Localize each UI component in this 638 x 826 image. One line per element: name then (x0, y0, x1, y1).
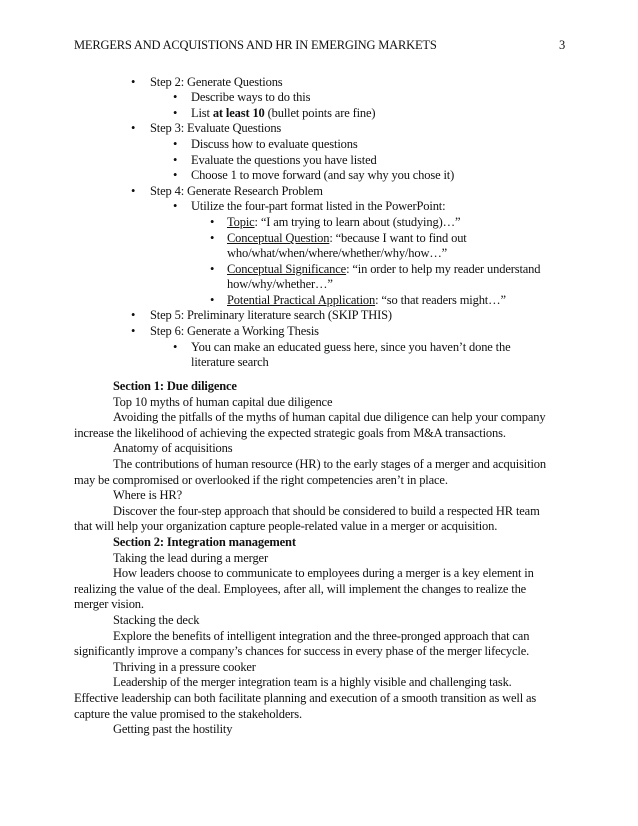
list-item: • You can make an educated guess here, since you haven’t done the (173, 340, 511, 354)
paragraph-line: Where is HR? (113, 488, 183, 502)
page-number: 3 (558, 38, 565, 52)
bullet-icon: • (173, 90, 178, 104)
list-item-continuation: how/why/whether…” (227, 277, 333, 291)
bullet-icon: • (173, 106, 178, 120)
paragraph-line: Explore the benefits of intelligent integration and the three-pronged approach that can (113, 629, 530, 643)
section-2-heading: Section 2: Integration management (113, 535, 296, 549)
list-item: • List at least 10 (bullet points are fine) (173, 106, 376, 120)
paragraph-line: Discover the four-step approach that should be considered to build a respected HR team (113, 504, 540, 518)
paragraph-line: realizing the value of the deal. Employees, after all, will implement the changes to realize the (74, 582, 527, 596)
running-header (74, 38, 565, 53)
paragraph-line: Taking the lead during a merger (113, 551, 268, 565)
paragraph-line: Getting past the hostility (113, 722, 233, 736)
list-item: • Step 6: Generate a Working Thesis (131, 324, 319, 338)
paragraph-line: that will help your organization capture people-related value in a merger or acquisition. (74, 519, 498, 533)
list-item: • Step 4: Generate Research Problem (131, 184, 323, 198)
paragraph-line: merger vision. (74, 597, 144, 611)
paragraph-line: Stacking the deck (113, 613, 200, 627)
paragraph-line: Anatomy of acquisitions (113, 441, 233, 455)
list-item: • Conceptual Question: “because I want to find out (210, 231, 467, 245)
list-item: • Step 5: Preliminary literature search (SKIP THIS) (131, 308, 392, 322)
list-item: • Step 3: Evaluate Questions (131, 121, 282, 135)
paragraph-line: increase the likelihood of achieving the expected strategic goals from M&A transactions. (74, 426, 506, 440)
paragraph-line: How leaders choose to communicate to employees during a merger is a key element in (113, 566, 534, 580)
bullet-icon: • (173, 153, 178, 167)
paragraph-line: Leadership of the merger integration team is a highly visible and challenging task. (113, 675, 512, 689)
bullet-icon: • (210, 262, 215, 276)
running-title: MERGERS AND ACQUISTIONS AND HR IN EMERGING MARKETS (74, 38, 437, 52)
list-item: • Conceptual Significance: “in order to help my reader understand (210, 262, 541, 276)
list-item: • Topic: “I am trying to learn about (studying)…” (210, 215, 461, 229)
list-item: • Potential Practical Application: “so that readers might…” (210, 293, 506, 307)
section-1-heading: Section 1: Due diligence (113, 379, 237, 393)
list-item: • Utilize the four-part format listed in the PowerPoint: (173, 199, 446, 213)
list-item: • Evaluate the questions you have listed (173, 153, 377, 167)
list-item: • Discuss how to evaluate questions (173, 137, 358, 151)
bullet-icon: • (173, 199, 178, 213)
paragraph-line: The contributions of human resource (HR) to the early stages of a merger and acquisition (113, 457, 546, 471)
paragraph-line: Effective leadership can both facilitate planning and execution of a smooth transition as well as (74, 691, 537, 705)
bullet-icon: • (210, 293, 215, 307)
bullet-icon: • (131, 308, 136, 322)
list-item: • Describe ways to do this (173, 90, 311, 104)
bullet-icon: • (173, 340, 178, 354)
bullet-icon: • (210, 231, 215, 245)
list-item-continuation: who/what/when/where/whether/why/how…” (227, 246, 448, 260)
list-item: • Choose 1 to move forward (and say why you chose it) (173, 168, 455, 182)
bullet-icon: • (131, 184, 136, 198)
paragraph-line: Top 10 myths of human capital due diligence (113, 395, 333, 409)
list-item: • Step 2: Generate Questions (131, 75, 283, 89)
bullet-icon: • (131, 75, 136, 89)
paragraph-line: Thriving in a pressure cooker (113, 660, 256, 674)
paragraph-line: significantly improve a company’s chances for success in every phase of the merger lifecycle. (74, 644, 530, 658)
bullet-icon: • (173, 168, 178, 182)
bullet-icon: • (131, 324, 136, 338)
paragraph-line: may be compromised or overlooked if the right competencies aren’t in place. (74, 473, 448, 487)
bullet-icon: • (131, 121, 136, 135)
paragraph-line: capture the value promised to the stakeholders. (74, 707, 302, 721)
bullet-icon: • (210, 215, 215, 229)
list-item-continuation: literature search (191, 355, 269, 369)
paragraph-line: Avoiding the pitfalls of the myths of human capital due diligence can help your company (113, 410, 546, 424)
bullet-icon: • (173, 137, 178, 151)
